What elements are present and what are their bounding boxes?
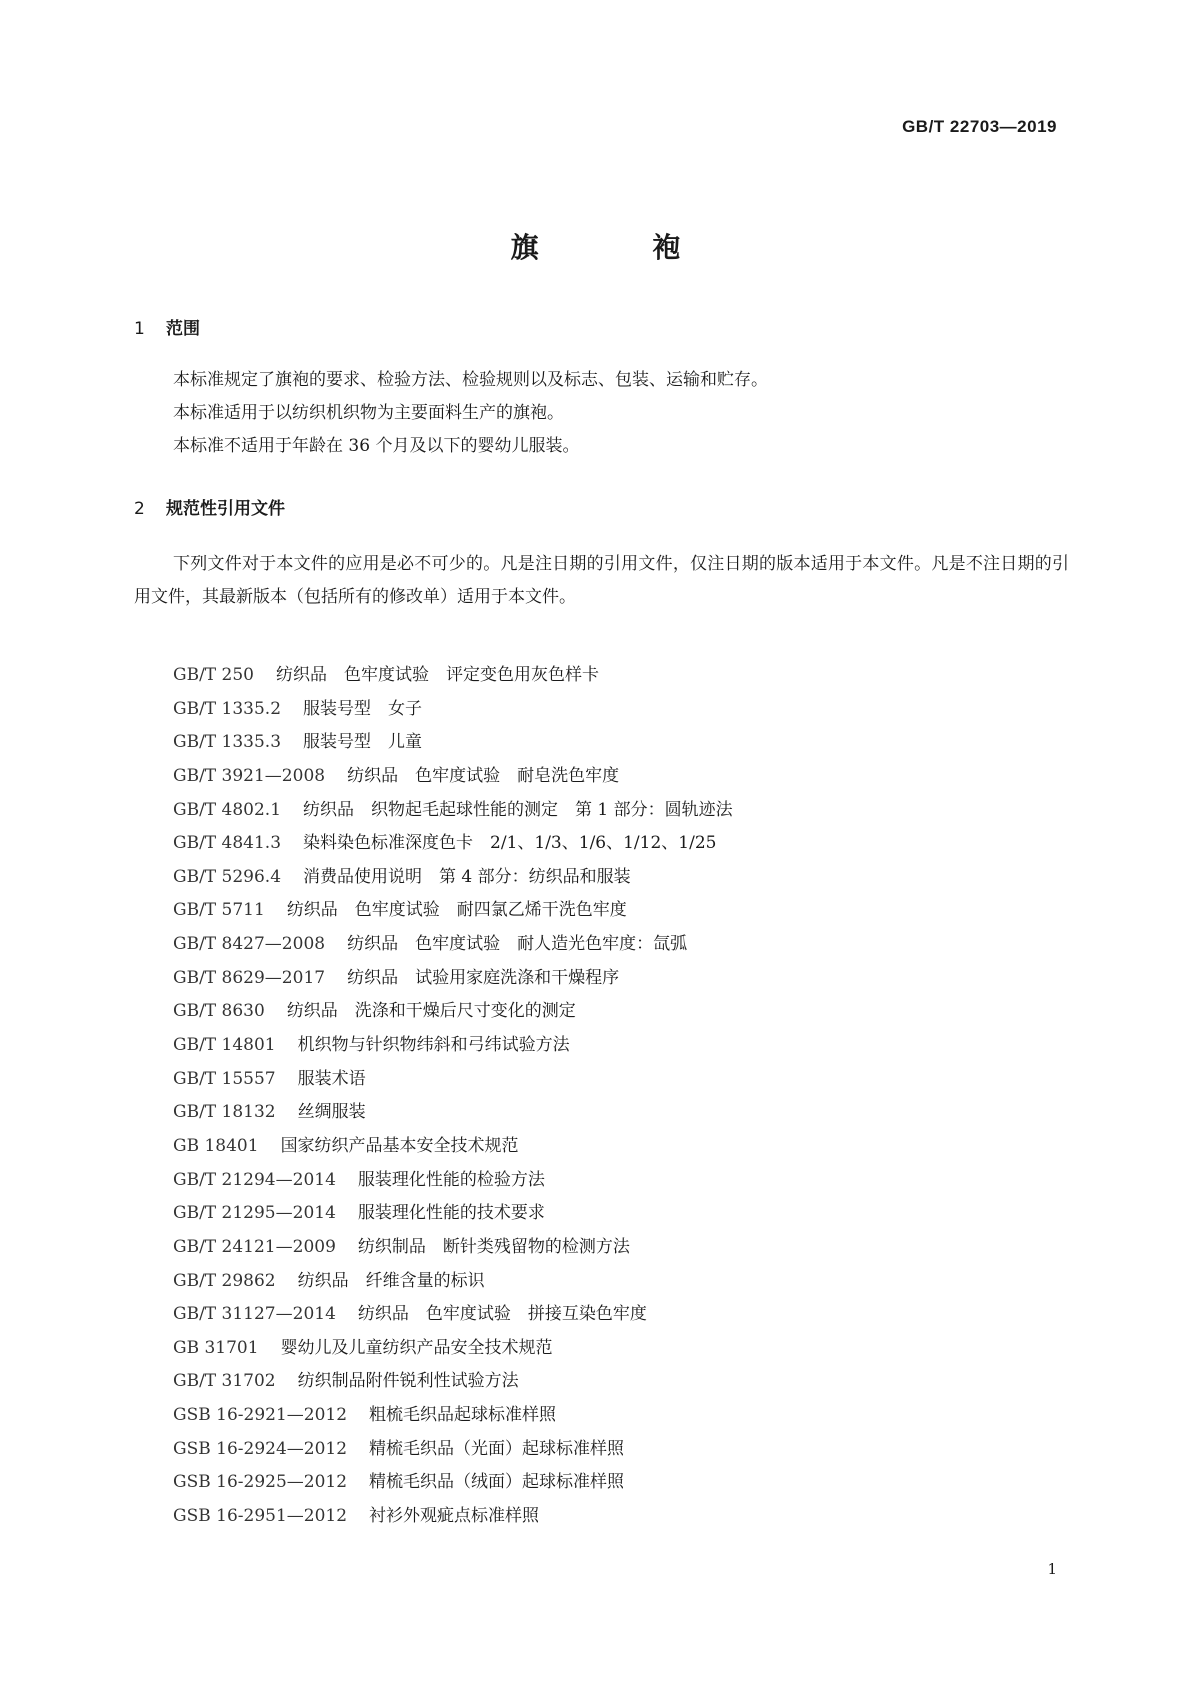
- reference-title: 纺织品 试验用家庭洗涤和干燥程序: [347, 967, 620, 988]
- reference-title: 纺织制品附件锐利性试验方法: [297, 1371, 519, 1392]
- reference-item: [173, 1433, 1073, 1467]
- reference-title: 纺织品 色牢度试验 耐皂洗色牢度: [347, 765, 620, 786]
- reference-title: 丝绸服装: [297, 1102, 366, 1123]
- reference-title: 服装号型 女子: [303, 698, 423, 719]
- normative-references-list: [173, 659, 1073, 1534]
- reference-code: GB/T 5296.4: [173, 866, 282, 887]
- references-intro-paragraph: 下列文件对于本文件的应用是必不可少的。凡是注日期的引用文件，仅注日期的版本适用于本文件。凡是不注日期的引用文件，其最新版本（包括所有的修改单）适用于本文件。: [134, 554, 1069, 607]
- section-2-heading: [134, 494, 285, 519]
- reference-title: 服装理化性能的技术要求: [357, 1203, 545, 1224]
- reference-title: 消费品使用说明 第 4 部分：纺织品和服装: [303, 866, 631, 887]
- reference-title: 纺织制品 断针类残留物的检测方法: [357, 1236, 630, 1257]
- section-1-title: 范围: [166, 319, 200, 339]
- reference-item: [173, 1399, 1073, 1433]
- reference-item: [173, 1063, 1073, 1097]
- reference-title: 服装理化性能的检验方法: [357, 1169, 545, 1190]
- reference-title: 纺织品 织物起毛起球性能的测定 第 1 部分：圆轨迹法: [303, 799, 733, 820]
- reference-code: GB/T 21295—2014: [173, 1203, 336, 1224]
- reference-item: [173, 726, 1073, 760]
- reference-title: 衬衫外观疵点标准样照: [369, 1506, 540, 1527]
- document-title: 旗 袍: [510, 231, 733, 264]
- reference-code: GB/T 1335.3: [173, 732, 282, 753]
- reference-code: GSB 16-2951—2012: [173, 1506, 348, 1527]
- reference-item: [173, 1332, 1073, 1366]
- reference-item: [173, 1029, 1073, 1063]
- reference-title: 染料染色标准深度色卡 2/1、1/3、1/6、1/12、1/25: [303, 833, 717, 854]
- reference-code: GSB 16-2925—2012: [173, 1472, 348, 1493]
- reference-code: GB/T 31702: [173, 1371, 276, 1392]
- reference-item: [173, 1164, 1073, 1198]
- section-1-heading: [134, 314, 200, 339]
- section-2-intro: [134, 548, 1069, 614]
- reference-title: 纺织品 纤维含量的标识: [297, 1270, 485, 1291]
- section-2-number: 2: [134, 499, 145, 519]
- reference-title: 服装术语: [297, 1068, 366, 1089]
- reference-code: GB/T 8629—2017: [173, 967, 326, 988]
- reference-item: [173, 1130, 1073, 1164]
- reference-item: [173, 1298, 1073, 1332]
- reference-item: [173, 794, 1073, 828]
- reference-item: [173, 693, 1073, 727]
- reference-title: 精梳毛织品（光面）起球标准样照: [369, 1438, 625, 1459]
- reference-code: GB 31701: [173, 1337, 259, 1358]
- reference-code: GB/T 29862: [173, 1270, 276, 1291]
- reference-title: 国家纺织产品基本安全技术规范: [280, 1135, 519, 1156]
- reference-code: GB/T 31127—2014: [173, 1304, 336, 1325]
- scope-paragraph-2: 本标准适用于以纺织机织物为主要面料生产的旗袍。: [173, 403, 564, 423]
- reference-code: GB/T 24121—2009: [173, 1236, 336, 1257]
- reference-code: GB/T 8427—2008: [173, 934, 326, 955]
- reference-code: GB/T 4841.3: [173, 833, 282, 854]
- reference-item: [173, 962, 1073, 996]
- reference-title: 纺织品 色牢度试验 拼接互染色牢度: [357, 1304, 647, 1325]
- reference-item: [173, 1365, 1073, 1399]
- reference-item: [173, 1197, 1073, 1231]
- reference-title: 纺织品 洗涤和干燥后尺寸变化的测定: [286, 1001, 576, 1022]
- section-1-number: 1: [134, 319, 145, 339]
- reference-title: 机织物与针织物纬斜和弓纬试验方法: [297, 1035, 570, 1056]
- reference-title: 粗梳毛织品起球标准样照: [369, 1405, 557, 1426]
- reference-item: [173, 827, 1073, 861]
- reference-title: 服装号型 儿童: [303, 732, 423, 753]
- reference-item: [173, 659, 1073, 693]
- reference-code: GB/T 250: [173, 665, 254, 685]
- reference-code: GB/T 5711: [173, 900, 265, 921]
- reference-code: GSB 16-2924—2012: [173, 1438, 348, 1459]
- scope-paragraph-3: 本标准不适用于年龄在 36 个月及以下的婴幼儿服装。: [173, 436, 580, 456]
- reference-code: GB/T 15557: [173, 1068, 276, 1089]
- reference-code: GB/T 14801: [173, 1035, 276, 1056]
- scope-paragraph-1: 本标准规定了旗袍的要求、检验方法、检验规则以及标志、包装、运输和贮存。: [173, 370, 768, 390]
- section-2-title: 规范性引用文件: [166, 499, 285, 519]
- reference-code: GB/T 3921—2008: [173, 765, 326, 786]
- reference-code: GB/T 18132: [173, 1102, 276, 1123]
- standard-code: GB/T 22703—2019: [902, 117, 1057, 136]
- reference-code: GB/T 21294—2014: [173, 1169, 336, 1190]
- reference-code: GB/T 8630: [173, 1001, 265, 1022]
- reference-item: [173, 928, 1073, 962]
- reference-title: 纺织品 色牢度试验 耐四氯乙烯干洗色牢度: [286, 900, 627, 921]
- reference-item: [173, 995, 1073, 1029]
- reference-item: [173, 1231, 1073, 1265]
- reference-code: GSB 16-2921—2012: [173, 1405, 348, 1426]
- reference-item: [173, 1265, 1073, 1299]
- reference-title: 纺织品 色牢度试验 评定变色用灰色样卡: [276, 665, 599, 685]
- reference-item: [173, 861, 1073, 895]
- reference-item: [173, 760, 1073, 794]
- reference-code: GB/T 1335.2: [173, 698, 282, 719]
- reference-item: [173, 1466, 1073, 1500]
- reference-title: 纺织品 色牢度试验 耐人造光色牢度：氙弧: [347, 934, 688, 955]
- reference-code: GB/T 4802.1: [173, 799, 282, 820]
- reference-item: [173, 894, 1073, 928]
- reference-code: GB 18401: [173, 1135, 259, 1156]
- reference-title: 精梳毛织品（绒面）起球标准样照: [369, 1472, 625, 1493]
- reference-title: 婴幼儿及儿童纺织产品安全技术规范: [280, 1337, 553, 1358]
- section-1-body: [134, 364, 1069, 463]
- page-number: 1: [1047, 1560, 1057, 1578]
- reference-item: [173, 1096, 1073, 1130]
- reference-item: [173, 1500, 1073, 1534]
